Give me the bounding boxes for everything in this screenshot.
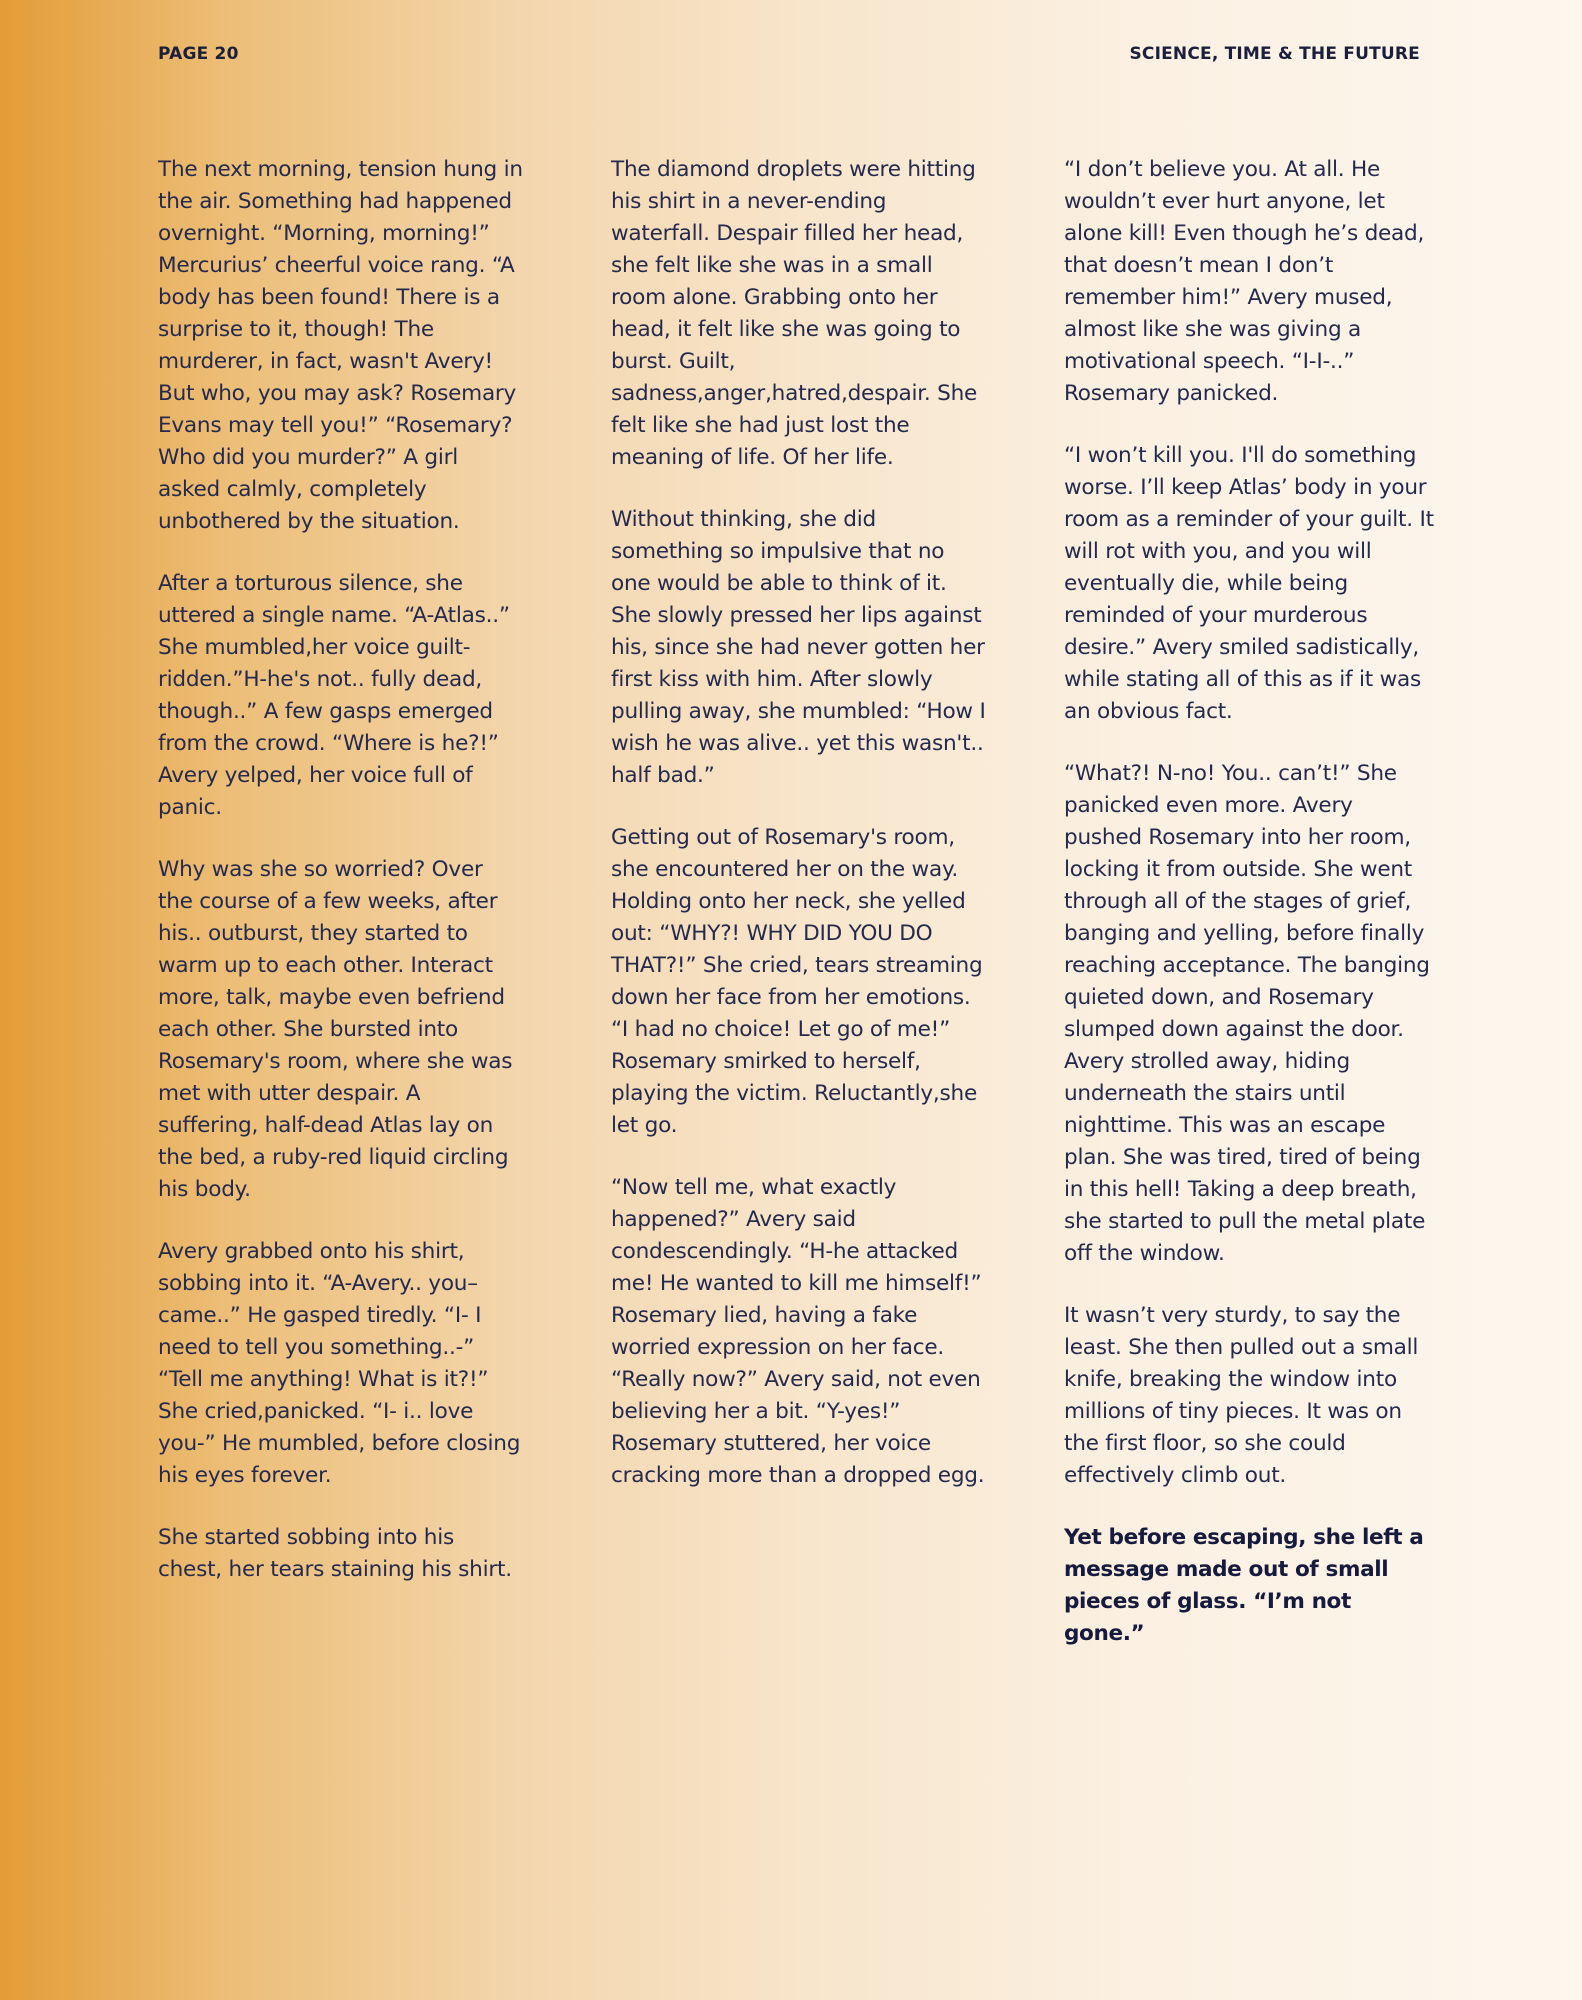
closing-paragraph: Yet before escaping, she left a message made out of small pieces of glass. “I’m not gone.”	[1064, 1525, 1424, 1646]
paragraph: Why was she so worried? Over the course of a few weeks, after his.. outburst, they started to warm up to each other. Interact more, talk, maybe even befriend each other. She bursted into Rosemary's room, where she was met with utter despair. A suffering, half-dead Atlas lay on the bed, a ruby-red liquid circling his body.	[158, 857, 513, 1202]
paragraph: The diamond droplets were hitting his shirt in a never-ending waterfall. Despair filled her head, she felt like she was in a small room alone. Grabbing onto her head, it felt like she was going to burst. Guilt, sadness,anger,hatred,despair. She felt like she had just lost the meaning of life. Of her life.	[611, 157, 978, 470]
paragraph: After a torturous silence, she uttered a single name. “A-Atlas..” She mumbled,her voice guilt-ridden.”H-he's not.. fully dead, though..” A few gasps emerged from the crowd. “Where is he?!” Avery yelped, her voice full of panic.	[158, 571, 510, 820]
text-column-2	[611, 154, 986, 1522]
page-number: PAGE 20	[158, 44, 239, 64]
paragraph: Getting out of Rosemary's room, she encountered her on the way. Holding onto her neck, she yelled out: “WHY?! WHY DID YOU DO THAT?!” She cried, tears streaming down her face from her emotions. “I had no choice! Let go of me!” Rosemary smirked to herself, playing the victim. Reluctantly,she let go.	[611, 825, 983, 1138]
page-header	[158, 44, 1420, 68]
text-column-3	[1064, 154, 1434, 1680]
paragraph: “I don’t believe you. At all. He wouldn’t ever hurt anyone, let alone kill! Even though he’s dead, that doesn’t mean I don’t remember him!” Avery mused, almost like she was giving a motivational speech. “I-I-..” Rosemary panicked.	[1064, 157, 1425, 406]
paragraph: Without thinking, she did something so impulsive that no one would be able to think of it. She slowly pressed her lips against his, since she had never gotten her first kiss with him. After slowly pulling away, she mumbled: “How I wish he was alive.. yet this wasn't.. half bad.”	[611, 507, 986, 788]
text-column-1	[158, 154, 523, 1616]
paragraph: “I won’t kill you. I'll do something worse. I’ll keep Atlas’ body in your room as a reminder of your guilt. It will rot with you, and you will eventually die, while being reminded of your murderous desire.” Avery smiled sadistically, while stating all of this as if it was an obvious fact.	[1064, 443, 1434, 724]
paragraph: “What?! N-no! You.. can’t!” She panicked even more. Avery pushed Rosemary into her room, locking it from outside. She went through all of the stages of grief, banging and yelling, before finally reaching acceptance. The banging quieted down, and Rosemary slumped down against the door. Avery strolled away, hiding underneath the stairs until nighttime. This was an escape plan. She was tired, tired of being in this hell! Taking a deep breath, she started to pull the metal plate off the window.	[1064, 761, 1430, 1266]
paragraph: It wasn’t very sturdy, to say the least. She then pulled out a small knife, breaking the window into millions of tiny pieces. It was on the first floor, so she could effectively climb out.	[1064, 1303, 1419, 1488]
section-title: SCIENCE, TIME & THE FUTURE	[1129, 44, 1420, 64]
paragraph: She started sobbing into his chest, her tears staining his shirt.	[158, 1525, 512, 1582]
paragraph: The next morning, tension hung in the air. Something had happened overnight. “Morning, morning!” Mercurius’ cheerful voice rang. “A body has been found! There is a surprise to it, though! The murderer, in fact, wasn't Avery! But who, you may ask? Rosemary Evans may tell you!” “Rosemary? Who did you murder?” A girl asked calmly, completely unbothered by the situation.	[158, 157, 523, 534]
paragraph: Avery grabbed onto his shirt, sobbing into it. “A-Avery.. you–came..” He gasped tiredly. “I- I need to tell you something..-” “Tell me anything! What is it?!” She cried,panicked. “I- i.. love you-” He mumbled, before closing his eyes forever.	[158, 1239, 521, 1488]
paragraph: “Now tell me, what exactly happened?” Avery said condescendingly. “H-he attacked me! He wanted to kill me himself!” Rosemary lied, having a fake worried expression on her face. “Really now?” Avery said, not even believing her a bit. “Y-yes!” Rosemary stuttered, her voice cracking more than a dropped egg.	[611, 1175, 985, 1488]
